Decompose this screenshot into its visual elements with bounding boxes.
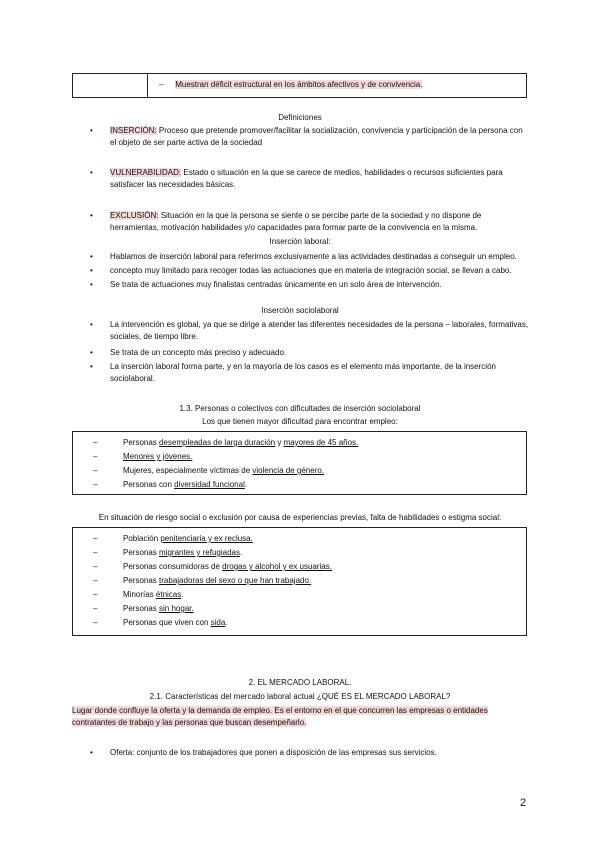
dash-marker: – [93,576,98,585]
section-2-paragraph [72,705,532,729]
item-text: Personas que viven con [123,618,211,627]
item-text: Mujeres, especialmente víctimas de [123,466,253,475]
item-underlined: violencia de género. [252,466,324,475]
dash-marker: – [93,562,98,571]
item-text: . [244,480,248,489]
definition-vulnerabilidad [110,167,530,191]
table-divider [147,74,148,97]
item-underlined: drogas y alcohol y ex usuarias. [222,562,333,571]
item-underlined: migrantes y refugiadas [159,548,240,557]
bullet-icon: • [90,748,93,757]
top-table [72,73,527,98]
definitions-heading: Definiciones [278,113,322,122]
item-text: Población [123,534,161,543]
section-2-subtitle: 2.1. Características del mercado laboral actual ¿QUÉ ES EL MERCADO LABORAL? [149,692,451,701]
dash-marker: – [93,590,98,599]
list-item: concepto muy limitado para recoger todas las actuaciones que en materia de integración social, se llevan a cabo. [110,266,512,275]
bullet-icon: • [90,168,93,177]
collectives-box-2 [72,527,527,636]
list-item [93,561,332,573]
item-underlined: sida [210,618,226,627]
dash-marker: – [159,80,164,89]
dash-marker: – [93,618,98,627]
bullet-icon: • [90,126,93,135]
list-item [93,451,192,463]
item-underlined: sin hogar. [159,604,194,613]
list-item [93,575,311,587]
bullet-icon: • [90,211,93,220]
item-text: Minorías [123,590,156,599]
item-underlined: penitenciaria y ex reclusa. [160,534,253,543]
bullet-icon: • [90,348,93,357]
page-number: 2 [520,797,527,809]
dash-marker: – [93,466,98,475]
dash-marker: – [93,480,98,489]
item-text: Personas [123,548,160,557]
item-text: Personas [123,604,160,613]
item-text: Personas con [123,480,175,489]
list-item [93,589,184,601]
bullet-icon: • [90,362,93,371]
item-underlined: desempleadas de larga duración [159,438,276,447]
insercion-laboral-heading: Inserción laboral: [269,237,331,246]
list-item: Se trata de actuaciones muy finalistas centradas únicamente en un solo área de intervención. [110,280,442,289]
item-text: . [181,590,184,599]
bullet-icon: • [90,280,93,289]
list-item [93,603,194,615]
bullet-icon: • [90,266,93,275]
collectives-box-1 [72,431,527,495]
dash-marker: – [93,534,98,543]
item-underlined: Menores y jóvenes. [123,452,193,461]
list-item: La intervención es global, ya que se dirige a atender las diferentes necesidades de la persona – laborales, formativas, sociales, de tiempo libre. [110,320,529,341]
definition-label: VULNERABILIDAD: [110,168,182,177]
dash-marker: – [93,452,98,461]
item-underlined: étnicas [155,590,182,599]
item-underlined: trabajadoras del sexo o que han trabajado. [159,576,312,585]
list-item [93,617,228,629]
section-2-title: 2. EL MERCADO LABORAL. [248,678,352,687]
list-item: La inserción laboral forma parte, y en la mayoría de los casos es el elemento más importante, de la inserción sociolaboral. [110,362,496,383]
bullet-icon: • [90,320,93,329]
item-text: . [239,548,243,557]
box-2-heading: En situación de riesgo social o exclusión por causa de experiencias previas, falta de habilidades o estigma social: [98,513,502,522]
definition-text: Situación en la que la persona se siente o se percibe parte de la sociedad y no dispone de herramientas, motivación habilidades y/o capacidades para formar parte de la convivencia en la misma. [110,211,482,232]
item-underlined: diversidad funcional [174,480,245,489]
list-item [93,547,242,559]
definition-insercion [110,125,530,149]
definition-exclusion [110,210,530,234]
definition-text: Proceso que pretende promover/facilitar la socialización, convivencia y participación de la persona con el objeto de ser parte activa de la sociedad [110,126,523,147]
list-item [93,479,247,491]
list-item: Se trata de un concepto más preciso y adecuado. [110,348,287,357]
item-text: y [275,438,284,447]
dash-marker: – [93,548,98,557]
definition-label: EXCLUSIÓN: [110,211,159,220]
bullet-icon: • [90,252,93,261]
item-text: Personas [123,576,160,585]
paragraph-text: Lugar donde confluye la oferta y la demanda de empleo. Es el entorno en el que concurren las empresas o entidades contratantes de trabajo y las personas que buscan desempeñarlo. [72,706,488,727]
section-13-subtitle: Los que tienen mayor dificultad para encontrar empleo: [202,417,398,426]
definition-text: Estado o situación en la que se carece de medios, habilidades o recursos suficientes para satisfacer las necesidades básicas. [110,168,503,189]
list-item [93,533,253,545]
list-item: Oferta: conjunto de los trabajadores que ponen a disposición de las empresas sus servicios. [110,748,437,757]
definition-label: INSERCIÓN: [110,126,157,135]
dash-marker: – [93,604,98,613]
dash-marker: – [93,438,98,447]
item-underlined: mayores de 45 años. [283,438,359,447]
section-13-title: 1.3. Personas o colectivos con dificultades de inserción sociolaboral [179,404,421,413]
item-text: Personas consumidoras de [123,562,223,571]
table-cell [159,79,422,91]
item-text: . [225,618,228,627]
table-cell-text: Muestran déficit estructural en los ámbitos afectivos y de convivencia. [175,80,423,89]
list-item: Hablamos de inserción laboral para referirnos exclusivamente a las actividades destinadas a conseguir un empleo. [110,252,517,261]
list-item [93,437,358,449]
list-item [93,465,324,477]
item-text: Personas [123,438,160,447]
insercion-sociolaboral-heading: Inserción sociolaboral [261,306,339,315]
